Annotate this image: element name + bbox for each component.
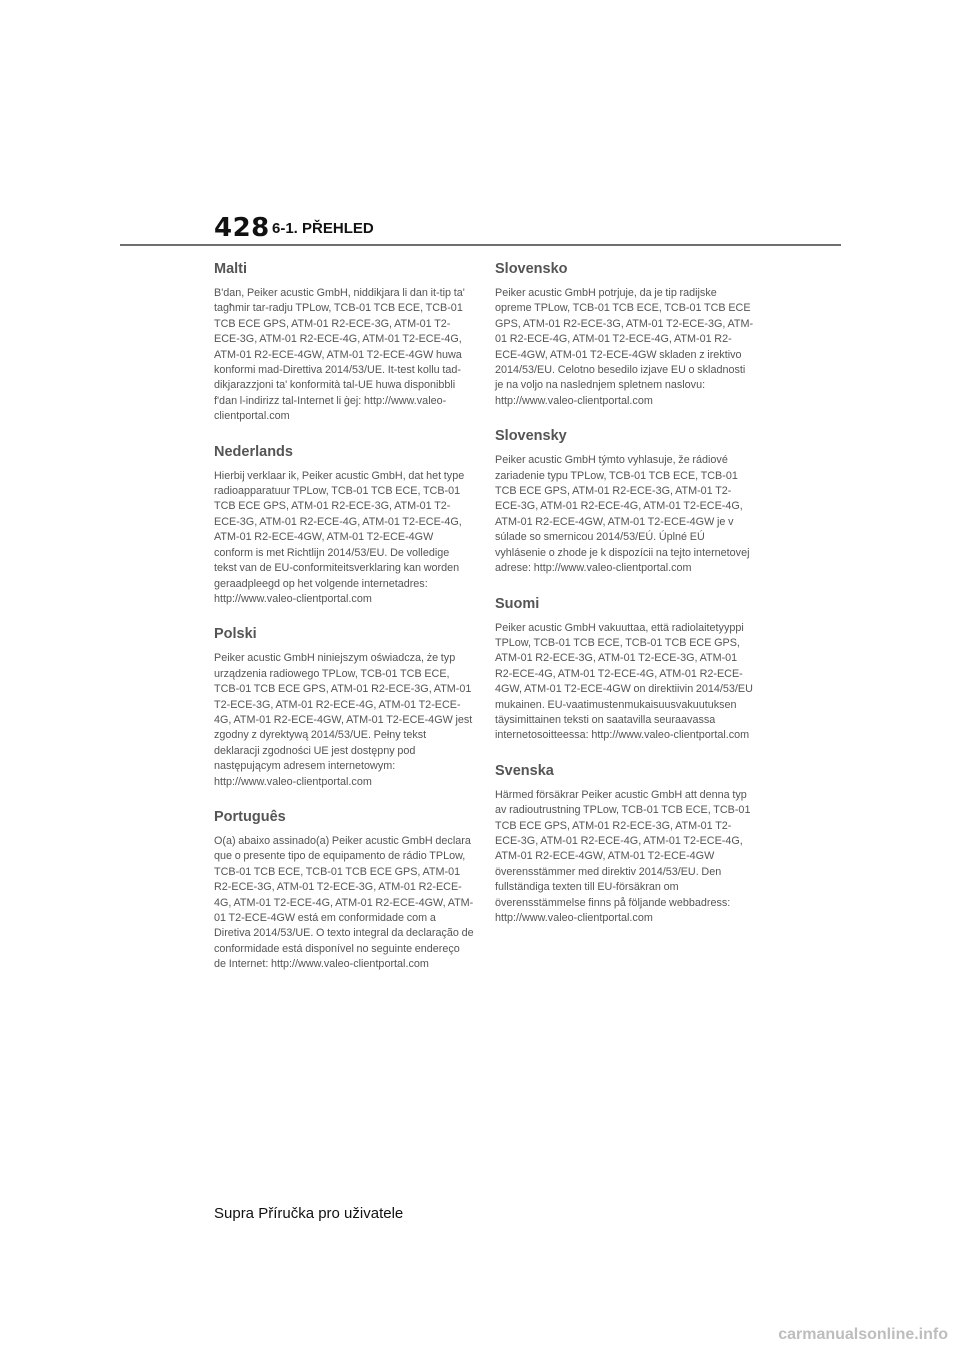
- section-suomi: [495, 593, 755, 744]
- section-title: Malti: [214, 261, 248, 277]
- section-portugues: [214, 806, 474, 973]
- section-title: Slovensky: [495, 428, 567, 445]
- section-text: Peiker acustic GmbH týmto vyhlasuje, že rádiové zariadenie typu TPLow, TCB-01 TCB ECE, TCB-01 TCB ECE GPS, ATM-01 R2-ECE-3G, ATM-01 T2-ECE-3G, ATM-01 R2-ECE-4G, ATM-01 T2-ECE-4G, ATM-01 R2-ECE-4GW, ATM-01 T2-ECE-4GW je v súlade so smernicou 2014/53/EÚ. Úplné EÚ vyhlásenie o zhode je k dispozícii na tejto internetovej adrese: http://www.valeo-clientportal.com: [495, 454, 750, 575]
- section-nederlands: [214, 441, 474, 608]
- page-header: [0, 0, 960, 250]
- page-number: 428: [214, 213, 270, 243]
- section-malti: [214, 258, 474, 425]
- section-polski: [214, 623, 474, 790]
- chapter-title: 6-1. PŘEHLED: [272, 220, 374, 237]
- section-title: Polski: [214, 626, 257, 643]
- section-slovensko: [495, 258, 755, 409]
- right-column: [495, 258, 755, 942]
- section-title: Svenska: [495, 762, 554, 779]
- section-text: Peiker acustic GmbH niniejszym oświadcza, że typ urządzenia radiowego TPLow, TCB-01 TCB ECE, TCB-01 TCB ECE GPS, ATM-01 R2-ECE-3G, ATM-01 T2-ECE-3G, ATM-01 R2-ECE-4G, ATM-01 T2-ECE-4G, ATM-01 R2-ECE-4GW, ATM-01 T2-ECE-4GW jest zgodny z dyrektywą 2014/53/UE. Pełny tekst deklaracji zgodności UE jest dostępny pod następującym adresem internetowym: http://www.valeo-clientportal.com: [214, 652, 473, 788]
- section-svenska: [495, 760, 755, 927]
- section-text: Peiker acustic GmbH vakuuttaa, että radiolaitetyyppi TPLow, TCB-01 TCB ECE, TCB-01 TCB ECE GPS, ATM-01 R2-ECE-3G, ATM-01 T2-ECE-3G, ATM-01 R2-ECE-4G, ATM-01 T2-ECE-4G, ATM-01 R2-ECE-4GW, ATM-01 T2-ECE-4GW on direktiivin 2014/53/EU mukainen. EU-vaatimustenmukaisuusvakuutuksen täysimittainen teksti on saatavilla seuraavassa internetosoitteessa: http://www.valeo-clientportal.com: [495, 621, 753, 742]
- page-footer: Supra Příručka pro uživatele: [214, 1205, 404, 1222]
- section-text: B'dan, Peiker acustic GmbH, niddikjara li dan it-tip ta' tagħmir tar-radju TPLow, TCB-01 TCB ECE, TCB-01 TCB ECE GPS, ATM-01 R2-ECE-3G, ATM-01 T2-ECE-3G, ATM-01 R2-ECE-4G, ATM-01 T2-ECE-4G, ATM-01 R2-ECE-4GW, ATM-01 T2-ECE-4GW huwa konformi mad-Direttiva 2014/53/UE. It-test kollu tad-dikjarazzjoni ta' konformità tal-UE huwa disponibbli f'dan l-indirizz tal-Internet li ġej: http://www.valeo-clientportal.com: [214, 287, 465, 423]
- section-title: Slovensko: [495, 261, 568, 277]
- section-text: Härmed försäkrar Peiker acustic GmbH att denna typ av radioutrustning TPLow, TCB-01 TCB ECE, TCB-01 TCB ECE GPS, ATM-01 R2-ECE-3G, ATM-01 T2-ECE-3G, ATM-01 R2-ECE-4G, ATM-01 T2-ECE-4G, ATM-01 R2-ECE-4GW, ATM-01 T2-ECE-4GW överensstämmer med direktiv 2014/53/EU. Den fullständiga texten till EU-försäkran om överensstämmelse finns på följande webbadress: http://www.valeo-clientportal.com: [495, 788, 751, 924]
- section-text: O(a) abaixo assinado(a) Peiker acustic GmbH declara que o presente tipo de equipamento de rádio TPLow, TCB-01 TCB ECE, TCB-01 TCB ECE GPS, ATM-01 R2-ECE-3G, ATM-01 T2-ECE-3G, ATM-01 R2-ECE-4G, ATM-01 T2-ECE-4G, ATM-01 R2-ECE-4GW, ATM-01 T2-ECE-4GW está em conformidade com a Diretiva 2014/53/UE. O texto integral da declaração de conformidade está disponível no seguinte endereço de Internet: http://www.valeo-clientportal.com: [214, 834, 474, 971]
- section-slovensky: [495, 425, 755, 576]
- section-title: Português: [214, 808, 286, 825]
- section-text: Hierbij verklaar ik, Peiker acustic GmbH, dat het type radioapparatuur TPLow, TCB-01 TCB ECE, TCB-01 TCB ECE GPS, ATM-01 R2-ECE-3G, ATM-01 T2-ECE-3G, ATM-01 R2-ECE-4G, ATM-01 T2-ECE-4G, ATM-01 R2-ECE-4GW, ATM-01 T2-ECE-4GW conform is met Richtlijn 2014/53/EU. De volledige tekst van de EU-conformiteitsverklaring kan worden geraadpleegd op het volgende internetadres: http://www.valeo-clientportal.com: [214, 469, 465, 605]
- section-title: Nederlands: [214, 443, 293, 460]
- section-title: Suomi: [495, 595, 540, 612]
- left-column: [214, 258, 474, 989]
- watermark-link[interactable]: carmanualsonline.info: [778, 1326, 948, 1343]
- section-text: Peiker acustic GmbH potrjuje, da je tip radijske opreme TPLow, TCB-01 TCB ECE, TCB-01 TCB ECE GPS, ATM-01 R2-ECE-3G, ATM-01 T2-ECE-3G, ATM-01 R2-ECE-4G, ATM-01 T2-ECE-4G, ATM-01 R2-ECE-4GW, ATM-01 T2-ECE-4GW skladen z irektivo 2014/53/EU. Celotno besedilo izjave EU o skladnosti je na voljo na naslednjem spletnem naslovu: http://www.valeo-clientportal.com: [495, 287, 754, 407]
- header-divider: [120, 244, 841, 246]
